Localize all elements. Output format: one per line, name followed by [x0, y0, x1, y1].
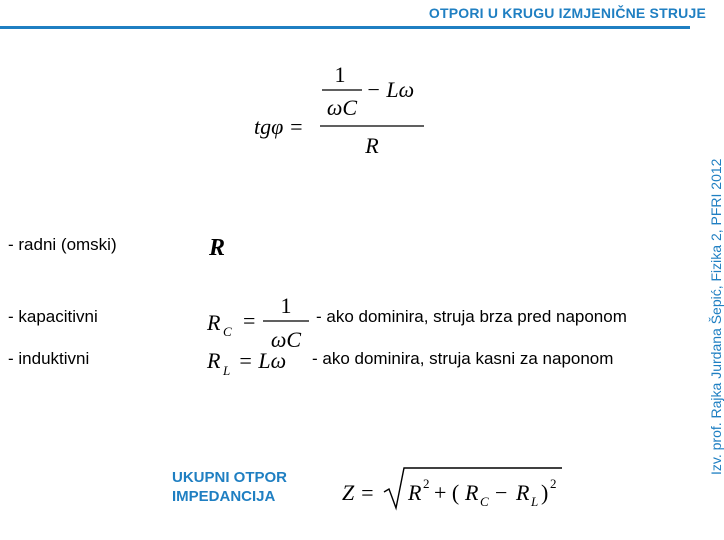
impedance-lhs: Z = [342, 480, 375, 505]
inductive-rhs: = Lω [238, 348, 287, 373]
impedance-heading [172, 468, 287, 506]
inductive-note: - ako dominira, struja kasni za naponom [312, 349, 614, 368]
inductive-formula-body [205, 344, 315, 378]
impedance-close: ) [541, 480, 549, 505]
impedance-r-exponent: 2 [423, 476, 430, 491]
header-divider [0, 26, 690, 29]
phase-inner-numerator: 1 [334, 62, 346, 87]
impedance-minus: − [495, 480, 508, 505]
impedance-formula [340, 462, 570, 514]
resistive-symbol: R [209, 235, 226, 261]
capacitive-subscript: C [223, 324, 232, 339]
resistive-label: - radni (omski) [8, 235, 117, 254]
capacitive-equals: = [243, 308, 256, 333]
phase-denominator: R [365, 133, 379, 158]
phase-inner-denominator: ωC [326, 95, 358, 120]
capacitive-denominator: ωC [270, 327, 302, 352]
author-side-text: Izv. prof. Rajka Jurdana Šepić, Fizika 2, PFRI 2012 [708, 158, 724, 475]
capacitive-lhs: R [207, 310, 221, 335]
inductive-lhs: R [207, 348, 221, 373]
capacitive-numerator: 1 [280, 293, 292, 318]
phase-angle-formula [250, 55, 430, 165]
resistive-formula [205, 230, 245, 262]
capacitive-note: - ako dominira, struja brza pred naponom [316, 307, 627, 326]
impedance-rl: R [516, 480, 530, 505]
phase-minus-term: − Lω [366, 77, 415, 102]
impedance-heading-line1: UKUPNI OTPOR [172, 469, 288, 486]
impedance-r: R [408, 480, 422, 505]
impedance-rc-subscript: C [480, 494, 489, 509]
slide-title: OTPORI U KRUGU IZMJENIČNE STRUJE [428, 5, 706, 21]
phase-lhs: tgφ = [254, 114, 304, 139]
capacitive-label: - kapacitivni [8, 307, 98, 326]
impedance-rc: R [465, 480, 479, 505]
impedance-plus-open: + ( [434, 480, 460, 505]
inductive-label: - induktivni [8, 349, 90, 368]
impedance-rl-subscript: L [531, 494, 539, 509]
impedance-close-exponent: 2 [550, 476, 557, 491]
inductive-subscript: L [223, 363, 231, 378]
impedance-heading-line2: IMPEDANCIJA [172, 488, 276, 505]
